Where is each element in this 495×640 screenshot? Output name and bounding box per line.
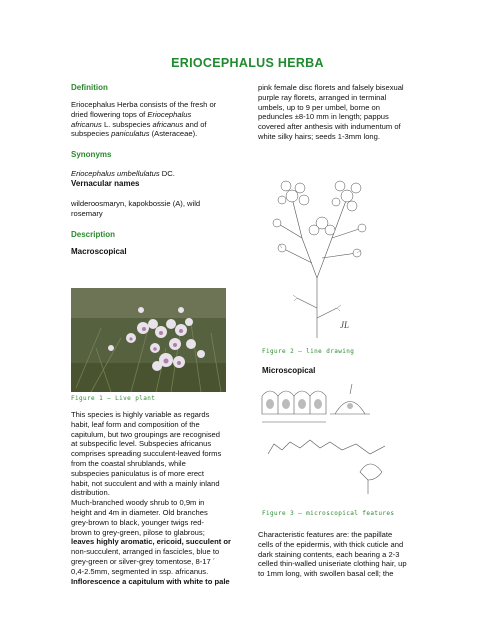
body-line: pink female disc florets and falsely bisexual <box>258 83 404 92</box>
body-line: non-succulent, arranged in fascicles, blue to <box>71 547 220 557</box>
body-line: habit, not succulent and with a mainly inland <box>71 478 220 488</box>
definition-line-1: Eriocephalus Herba consists of the fresh or <box>71 100 217 109</box>
microscopical-heading: Microscopical <box>262 366 316 375</box>
right-bottom-text <box>258 530 436 579</box>
body-line: subspecies paniculatus is of more erect <box>71 468 204 478</box>
left-body <box>71 410 241 586</box>
body-line: at subspecific level. Subspecies africanus <box>71 439 212 449</box>
description-heading: Description <box>71 230 116 239</box>
body-line: leaves highly aromatic, ericoid, succulent or <box>71 537 231 547</box>
figure-2-caption: Figure 2 – line drawing <box>262 348 355 355</box>
body-line: This species is highly variable as regards <box>71 410 210 419</box>
body-line: habit, leaf form and composition of the <box>71 419 200 429</box>
body-line: distribution. <box>71 488 110 498</box>
definition-line-3: africanus L. subspecies africanus and of <box>71 119 207 129</box>
definition-text <box>71 100 241 139</box>
figure-3-caption: Figure 3 – microscopical features <box>262 510 395 517</box>
body-line: comprises spreading succulent-leaved forms <box>71 449 222 459</box>
vernacular-heading: Vernacular names <box>71 179 140 188</box>
body-line: Inflorescence a capitulum with white to pale <box>71 576 230 586</box>
page-title: ERIOCEPHALUS HERBA <box>171 56 324 70</box>
vernacular-text: wilderoosmaryn, kapokbossie (A), wild rosemary <box>71 199 201 218</box>
artist-initials: JL <box>340 320 349 330</box>
body-line: peduncles ±8-10 mm in length; pappus <box>258 112 389 122</box>
definition-line-2: dried flowering tops of Eriocephalus <box>71 109 192 119</box>
live-plant-photo <box>71 288 226 392</box>
line-drawing-figure <box>262 168 372 340</box>
body-line: umbels, up to 9 per umbel, borne on <box>258 102 380 112</box>
body-line: capitulum, but two groupings are recognised <box>71 429 221 439</box>
body-line: white silky hairs; seeds 1-3mm long. <box>258 131 380 141</box>
right-top-text <box>258 83 436 142</box>
synonym-text: Eriocephalus umbellulatus DC. <box>71 169 175 178</box>
body-line: grey-brown to black, younger twigs red- <box>71 517 204 527</box>
body-line: Much-branched woody shrub to 0,9m in <box>71 498 205 508</box>
body-line: celled thin-walled uniseriate clothing hair, up <box>258 559 407 569</box>
macroscopical-heading: Macroscopical <box>71 247 127 256</box>
definition-line-4: subspecies paniculatus (Asteraceae). <box>71 129 198 139</box>
microscopical-figure <box>260 384 395 504</box>
body-line: cells of the epidermis, with thick cuticle and <box>258 539 404 549</box>
body-line: grey-green or silver-grey tomentose, 8-17 ´ <box>71 556 216 566</box>
body-line: covered after anthesis with indumentum of <box>258 122 401 132</box>
definition-heading: Definition <box>71 83 108 92</box>
body-line: from the coastal shrublands, while <box>71 458 186 468</box>
body-line: to 1mm long, with swollen basal cell; the <box>258 569 394 579</box>
body-line: 0,4-2.5mm, segmented in ssp. africanus. <box>71 566 209 576</box>
body-line: purple ray florets, arranged in terminal <box>258 92 387 102</box>
body-line: height and 4m in diameter. Old branches <box>71 507 208 517</box>
body-line: brown to grey-green, pilose to glabrous; <box>71 527 205 537</box>
synonyms-heading: Synonyms <box>71 150 112 159</box>
figure-1-caption: Figure 1 – Live plant <box>71 395 156 402</box>
body-line: Characteristic features are: the papillate <box>258 530 393 539</box>
body-line: dark staining contents, each bearing a 2-3 <box>258 549 400 559</box>
